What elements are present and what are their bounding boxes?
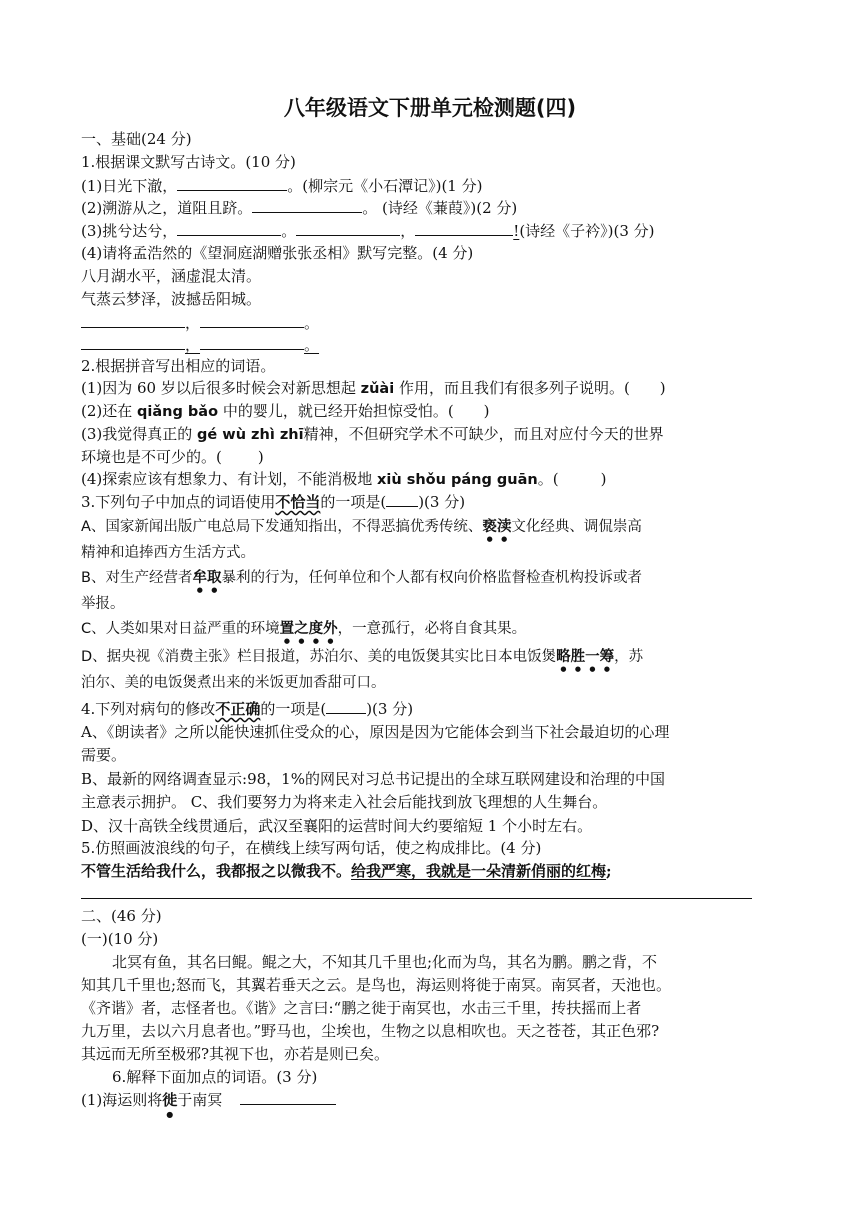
passage-line-1: 北冥有鱼，其名曰鲲。鲲之大，不知其几千里也;化而为鸟，其名为鹏。鹏之背，不	[112, 953, 658, 971]
q3-option-c: C、人类如果对日益严重的环境置之度外，一意孤行，必将自食其果。	[81, 621, 527, 637]
q2-item-3-cont: 环境也是不可少的。( )	[81, 448, 264, 466]
answer-blank[interactable]	[177, 219, 281, 236]
answer-blank[interactable]	[200, 311, 304, 328]
answer-blank[interactable]	[200, 333, 304, 350]
q3-option-b-cont: 举报。	[81, 596, 125, 612]
q4-option-a: A、《朗读者》之所以能快速抓住受众的心，原因是因为它能体会到当下社会最迫切的心理	[81, 723, 670, 741]
q4-option-b-cont: 主意表示拥护。 C、我们要努力为将来走入社会后能找到放飞理想的人生舞台。	[81, 793, 608, 811]
poem-blank-line-1: ， 。	[81, 311, 790, 334]
q2-item-3: (3)我觉得真正的 gé wù zhì zhī精神，不但研究学术不可缺少，而且对应付今天的世界	[81, 425, 664, 443]
passage-line-2: 知其几千里也;怒而飞，其翼若垂天之云。是鸟也，海运则将徙于南冥。南冥者，天池也。	[81, 976, 672, 994]
part-1-heading: (一)(10 分)	[81, 930, 159, 948]
passage-line-3: 《齐谐》者，志怪者也。《谐》之言曰:“鹏之徙于南冥也，水击三千里，抟扶摇而上者	[81, 999, 642, 1017]
passage-line-5: 其远而无所至极邪?其视下也，亦若是则已矣。	[81, 1045, 390, 1063]
answer-blank[interactable]	[296, 219, 400, 236]
answer-blank[interactable]	[386, 490, 418, 507]
q1-stem: 1.根据课文默写古诗文。(10 分)	[81, 153, 296, 171]
q3-option-b: B、对生产经营者牟取暴利的行为，任何单位和个人都有权向价格监督检查机构投诉或者	[81, 570, 642, 586]
q4-option-d: D、汉十高铁全线贯通后，武汉至襄阳的运营时间大约要缩短 1 个小时左右。	[81, 817, 593, 835]
q1-line-4: (4)请将孟浩然的《望洞庭湖赠张张丞相》默写完整。(4 分)	[81, 244, 474, 262]
q2-stem: 2.根据拼音写出相应的词语。	[81, 357, 276, 375]
answer-blank[interactable]	[240, 1088, 336, 1105]
answer-blank[interactable]	[326, 697, 366, 714]
answer-blank[interactable]	[177, 174, 287, 191]
poem-blank-line-2: ， 。	[81, 333, 790, 356]
section-2-heading: 二、(46 分)	[81, 907, 162, 925]
q4-option-a-cont: 需要。	[81, 746, 127, 764]
passage-line-4: 九万里，去以六月息者也。”野马也，尘埃也，生物之以息相吹也。天之苍苍，其正色邪?	[81, 1022, 660, 1040]
q3-option-a-cont: 精神和追捧西方生活方式。	[81, 545, 255, 561]
q4-stem: 4.下列对病句的修改不正确的一项是( )(3 分)	[81, 697, 790, 720]
q5-answer-line[interactable]	[81, 898, 752, 899]
q5-stem: 5.仿照画波浪线的句子，在横线上续写两句话，使之构成排比。(4 分)	[81, 839, 542, 857]
q2-item-2: (2)还在 qiǎng bǎo 中的婴儿，就已经开始担惊受怕。( )	[81, 402, 490, 420]
q5-example: 不管生活给我什么，我都报之以微我不。给我严寒，我就是一朵清新俏丽的红梅;	[81, 862, 612, 880]
answer-blank[interactable]	[81, 333, 185, 350]
q3-stem: 3.下列句子中加点的词语使用不恰当的一项是( )(3 分)	[81, 490, 790, 513]
q3-option-a: A、国家新闻出版广电总局下发通知指出，不得恶搞优秀传统、亵渎文化经典、调侃崇高	[81, 519, 642, 535]
q1-line-2: (2)溯游从之，道阻且跻。 。 (诗经《蒹葭》)(2 分)	[81, 196, 790, 219]
q3-option-d: D、据央视《消费主张》栏目报道，苏泊尔、美的电饭煲其实比日本电饭煲略胜一筹，苏	[81, 649, 644, 665]
page-title: 八年级语文下册单元检测题(四)	[283, 96, 577, 120]
q6-item-1: (1)海运则将徙于南冥	[81, 1088, 790, 1119]
q2-item-1: (1)因为 60 岁以后很多时候会对新思想起 zǔài 作用，而且我们有很多列子说明。( )	[81, 379, 666, 397]
q6-stem: 6.解释下面加点的词语。(3 分)	[112, 1068, 318, 1086]
answer-blank[interactable]	[415, 219, 513, 236]
q1-line-3: (3)挑兮达兮， 。 ， !(诗经《子衿》)(3 分)	[81, 219, 790, 242]
q4-option-b: B、最新的网络调查显示:98，1%的网民对习总书记提出的全球互联网建设和治理的中国	[81, 770, 665, 788]
poem-line-2: 气蒸云梦泽，波撼岳阳城。	[81, 290, 262, 308]
q1-line-1: (1)日光下澈， 。(柳宗元《小石潭记》)(1 分)	[81, 174, 790, 197]
section-1-heading: 一、基础(24 分)	[81, 130, 192, 148]
answer-blank[interactable]	[252, 196, 362, 213]
poem-line-1: 八月湖水平，涵虚混太清。	[81, 267, 262, 285]
q3-option-d-cont: 泊尔、美的电饭煲煮出来的米饭更加香甜可口。	[81, 675, 386, 691]
answer-blank[interactable]	[81, 311, 185, 328]
q2-item-4: (4)探索应该有想象力、有计划，不能消极地 xiù shǒu páng guān。( )	[81, 470, 607, 488]
